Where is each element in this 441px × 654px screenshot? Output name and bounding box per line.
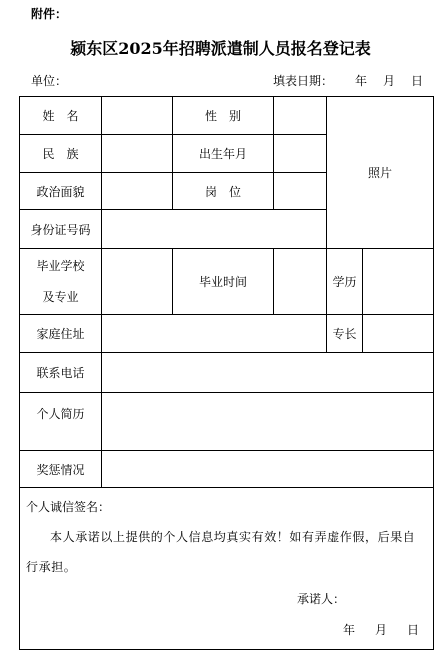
specialty-value-cell[interactable] (363, 315, 434, 353)
annex-label: 附件： (31, 7, 68, 21)
school-value-cell[interactable] (102, 249, 173, 315)
school-label-line1: 毕业学校 (36, 258, 85, 273)
political-label: 政治面貌 (20, 173, 102, 210)
registration-table (19, 96, 434, 650)
school-label (20, 249, 102, 315)
phone-label: 联系电话 (20, 353, 102, 393)
degree-value-cell[interactable] (363, 249, 434, 315)
unit-label: 单位： (31, 74, 68, 88)
specialty-label: 专长 (327, 315, 363, 353)
pledge-cell (20, 488, 434, 650)
grad-time-label: 毕业时间 (173, 249, 274, 315)
ethnicity-value-cell[interactable] (102, 135, 173, 173)
pledge-heading: 个人诚信签名： (26, 500, 111, 514)
grad-time-value-cell[interactable] (274, 249, 327, 315)
photo-cell[interactable]: 照片 (327, 97, 434, 249)
ethnicity-label: 民 族 (20, 135, 102, 173)
gender-label: 性 别 (173, 97, 274, 135)
birth-value-cell[interactable] (274, 135, 327, 173)
pledge-year: 年 (342, 623, 355, 637)
id-number-value-cell[interactable] (102, 210, 327, 249)
pledge-text: 本人承诺以上提供的个人信息均真实有效！如有弄虚作假，后果自行承担。 (26, 530, 416, 574)
birth-label: 出生年月 (173, 135, 274, 173)
fill-date-label: 填表日期： (273, 74, 334, 88)
pledge-day: 日 (407, 623, 420, 637)
school-label-line2: 及专业 (42, 289, 79, 304)
id-number-label: 身份证号码 (20, 210, 102, 249)
name-label: 姓 名 (20, 97, 102, 135)
political-value-cell[interactable] (102, 173, 173, 210)
fill-date-month: 月 (383, 74, 396, 88)
fill-date-year: 年 (355, 74, 368, 88)
position-label: 岗 位 (173, 173, 274, 210)
name-value-cell[interactable] (102, 97, 173, 135)
address-value-cell[interactable] (102, 315, 327, 353)
resume-label: 个人简历 (20, 393, 102, 451)
address-label: 家庭住址 (20, 315, 102, 353)
position-value-cell[interactable] (274, 173, 327, 210)
page-title: 颍东区2025年招聘派遣制人员报名登记表 (70, 39, 371, 58)
awards-label: 奖惩情况 (20, 451, 102, 488)
gender-value-cell[interactable] (274, 97, 327, 135)
phone-value-cell[interactable] (102, 353, 434, 393)
pledge-signer: 承诺人： (297, 592, 346, 606)
awards-value-cell[interactable] (102, 451, 434, 488)
degree-label: 学历 (327, 249, 363, 315)
pledge-month: 月 (374, 623, 387, 637)
fill-date-day: 日 (411, 74, 424, 88)
resume-value-cell[interactable] (102, 393, 434, 451)
fill-date (273, 72, 423, 89)
pledge-date (26, 621, 427, 638)
